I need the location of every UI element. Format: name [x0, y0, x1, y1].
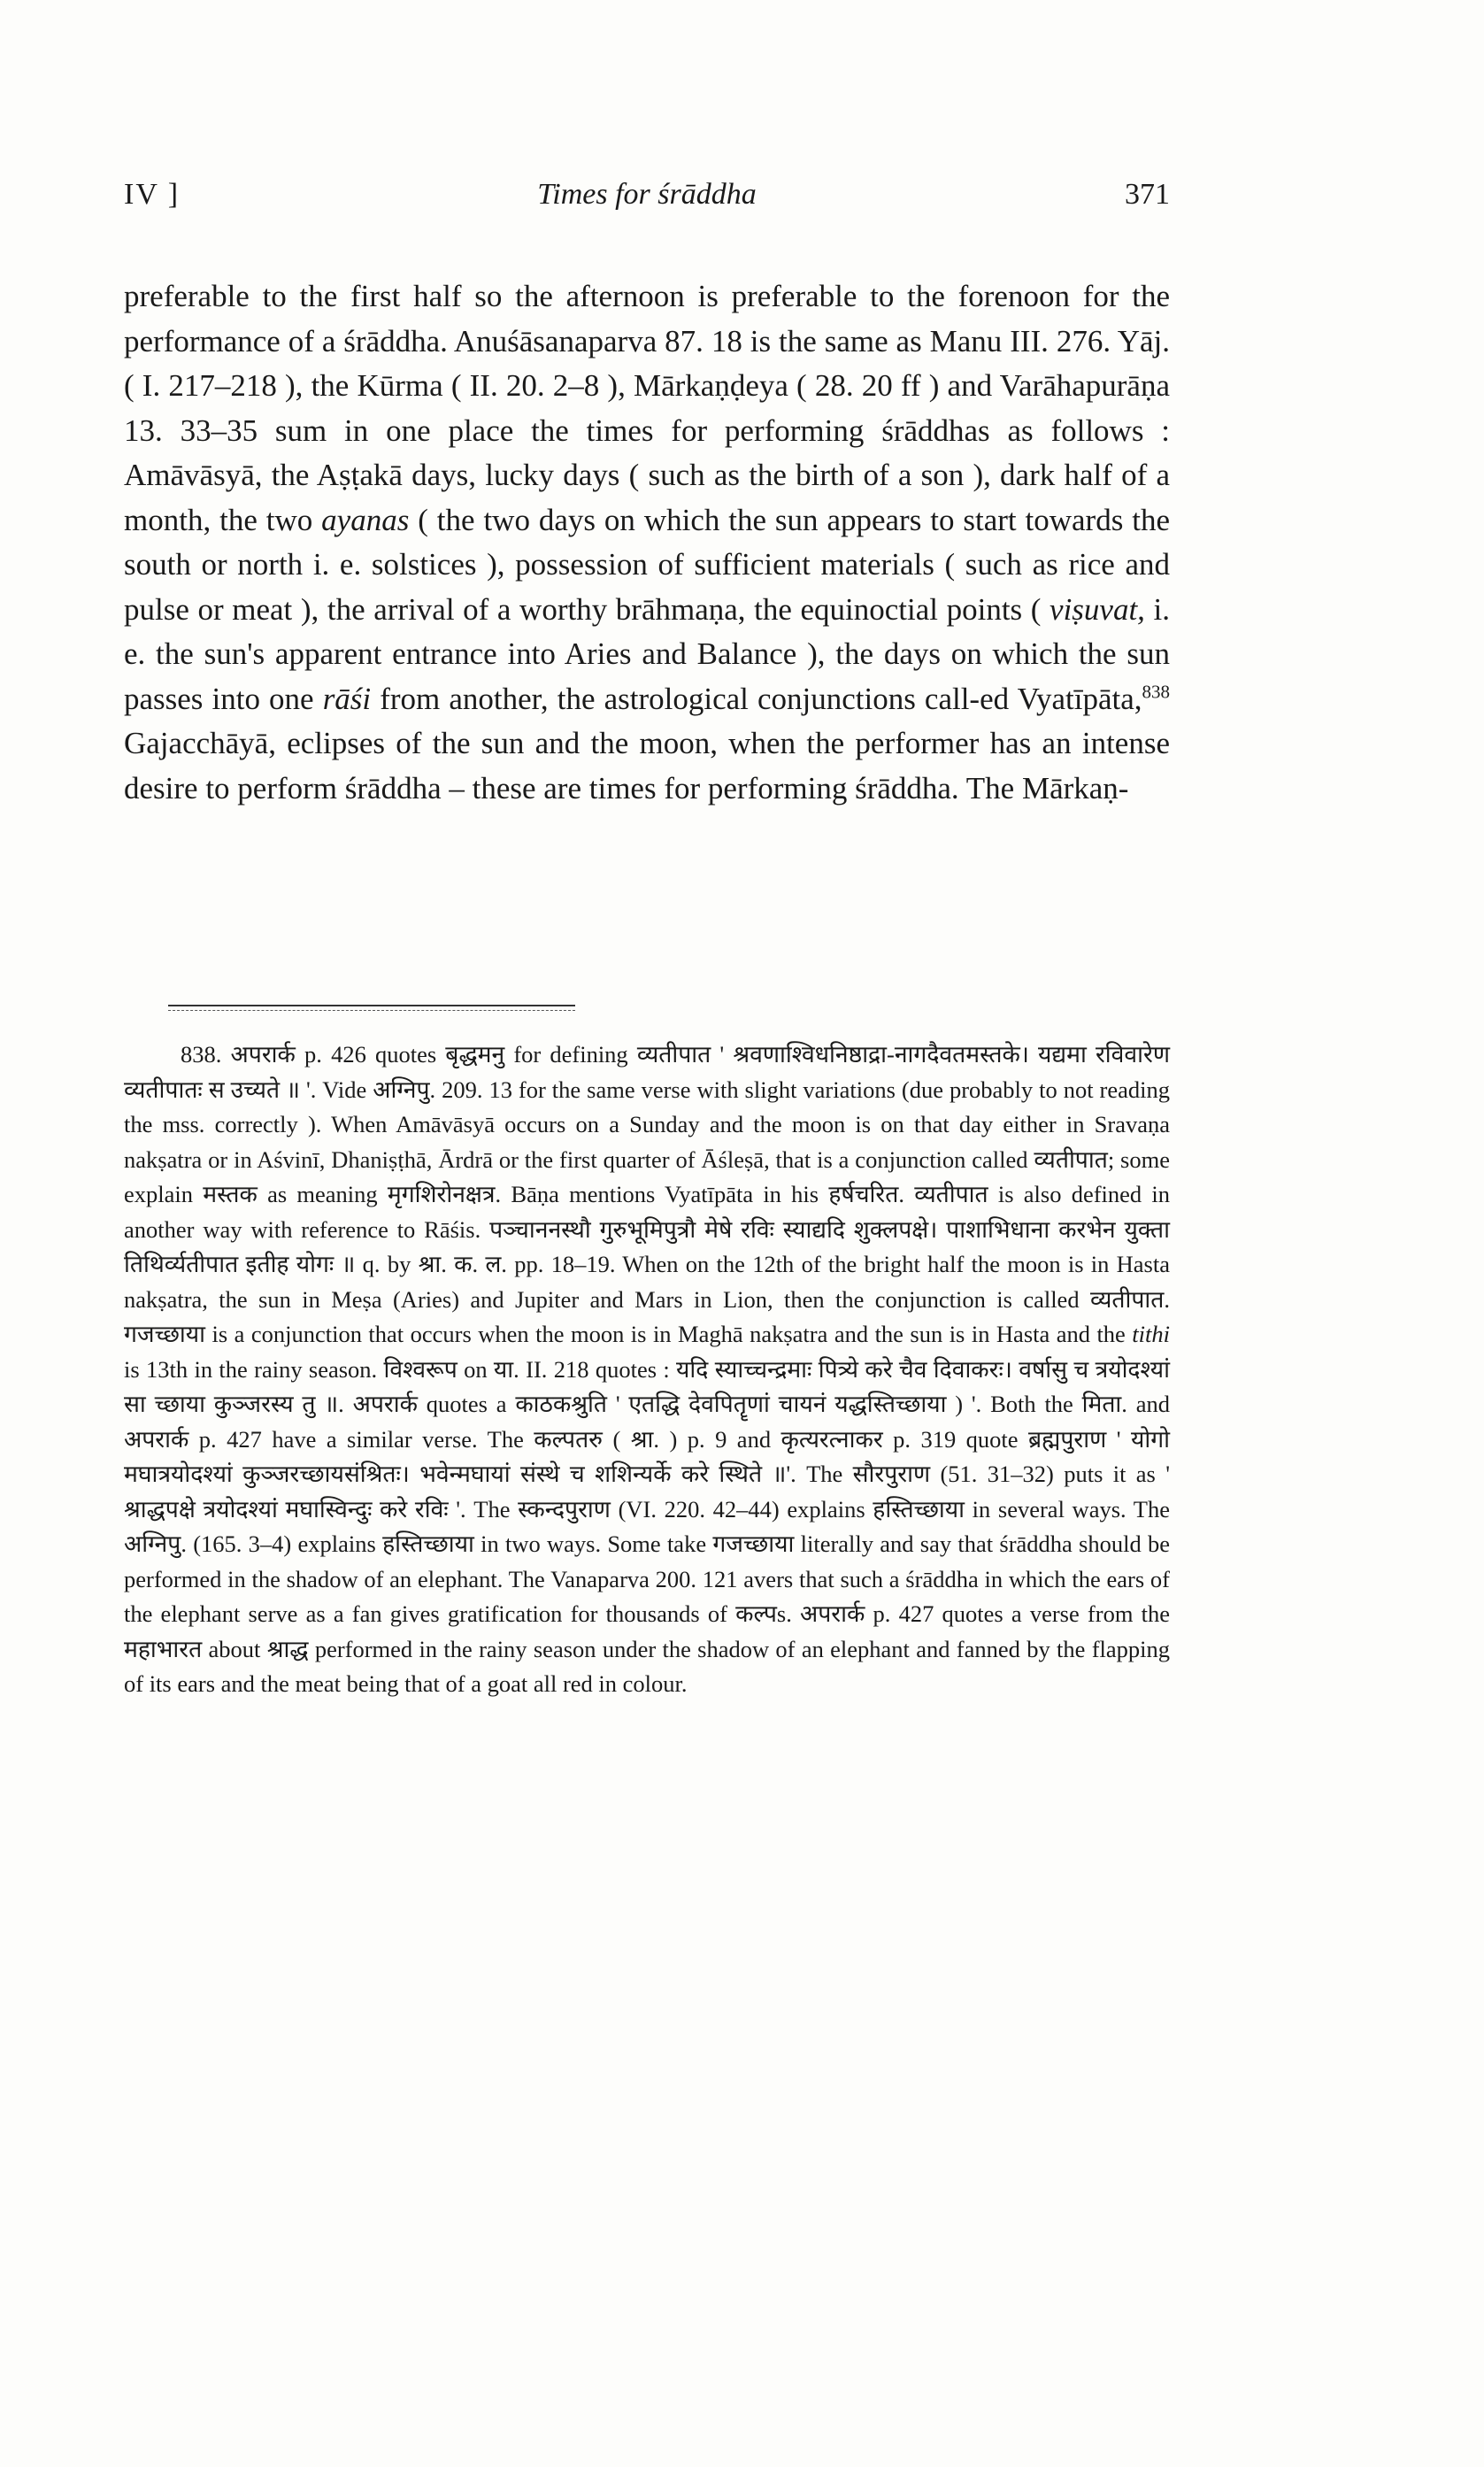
footnote: [124, 1037, 1170, 1702]
main-text: [124, 274, 1170, 811]
footnote-reference: 838: [1142, 680, 1171, 702]
body-text-4: from another, the astrological conjunctions call-ed Vyatīpāta,: [380, 681, 1142, 716]
footnote-paragraph: [124, 1037, 1170, 1702]
running-title: Times for śrāddha: [537, 178, 757, 211]
footnote-text-1: 838. अपरार्क p. 426 quotes बृद्धमनु for defining व्यतीपात ' श्रवणाश्विधनिष्ठाद्रा-नागदैवतमस्तके। यद्यमा रविवारेण व्यतीपातः स उच्यते ॥ '. Vide अग्निपु. 209. 13 for the same verse with slight variations (due probably to not reading the mss. correctly ). When Amāvāsyā occurs on a Sunday and the moon is on that day either in Sravaṇa nakṣatra or in Aśvinī, Dhaniṣṭhā, Ārdrā or the first quarter of Āśleṣā, that is a conjunction called व्यतीपात; some explain मस्तक as meaning मृगशिरोनक्षत्र. Bāṇa mentions Vyatīpāta in his हर्षचरित. व्यतीपात is also defined in another way with reference to Rāśis. पञ्चाननस्थौ गुरुभूमिपुत्रौ मेषे रविः स्याद्यदि शुक्लपक्षे। पाशाभिधाना करभेन युक्ता तिथिर्व्यतीपात इतीह योगः ॥ q. by श्रा. क. ल. pp. 18–19. When on the 12th of the bright half the moon is in Hasta nakṣatra, the sun in Meṣa (Aries) and Jupiter and Mars in Lion, then the conjunction is called व्यतीपात. गजच्छाया is a conjunction that occurs when the moon is in Maghā nakṣatra and the sun is in Hasta and the: [124, 1041, 1170, 1347]
chapter-number: IV ]: [124, 178, 181, 211]
body-text-5: Gajacchāyā, eclipses of the sun and the moon, when the performer has an intense desire to perform śrāddha – these are times for performing śrāddha. The Mārkaṇ-: [124, 726, 1170, 806]
italic-term-ayanas: ayanas: [321, 502, 410, 537]
body-text-3: i. e. the sun's apparent entrance into Aries and Balance ), the days on which the sun passes into one: [124, 591, 1171, 716]
footnote-separator: [168, 1005, 575, 1006]
italic-term-visuvat: viṣuvat,: [1050, 591, 1145, 627]
page-number: 371: [1125, 178, 1170, 211]
italic-term-tithi: tithi: [1132, 1321, 1170, 1347]
italic-term-rasi: rāśi: [322, 681, 372, 716]
body-text-1: preferable to the first half so the afternoon is preferable to the forenoon for the performance of a śrāddha. Anuśāsanaparva 87. 18 is the same as Manu III. 276. Yāj. ( I. 217–218 ), the Kūrma ( II. 20. 2–8 ), Mārkaṇḍeya ( 28. 20 ff ) and Varāhapurāṇa 13. 33–35 sum in one place the times for performing śrāddhas as follows : Amāvāsyā, the Aṣṭakā days, lucky days ( such as the birth of a son ), dark half of a month, the two: [124, 279, 1170, 537]
footnote-text-2: is 13th in the rainy season. विश्वरूप on या. II. 218 quotes : यदि स्याच्चन्द्रमाः पित्र्ये करे चैव दिवाकरः। वर्षासु च त्रयोदश्यां सा च्छाया कुञ्जरस्य तु ॥. अपरार्क quotes a काठकश्रुति ' एतद्धि देवपितॄणां चायनं यद्धस्तिच्छाया ) '. Both the मिता. and अपरार्क p. 427 have a similar verse. The कल्पतरु ( श्रा. ) p. 9 and कृत्यरत्नाकर p. 319 quote ब्रह्मपुराण ' योगो मघात्रयोदश्यां कुञ्जरच्छायसंश्रितः। भवेन्मघायां संस्थे च शशिन्यर्के करे स्थिते ॥'. The सौरपुराण (51. 31–32) puts it as ' श्राद्धपक्षे त्रयोदश्यां मघास्विन्दुः करे रविः '. The स्कन्दपुराण (VI. 220. 42–44) explains हस्तिच्छाया in several ways. The अग्निपु. (165. 3–4) explains हस्तिच्छाया in two ways. Some take गजच्छाया literally and say that śrāddha should be performed in the shadow of an elephant. The Vanaparva 200. 121 avers that such a śrāddha in which the ears of the elephant serve as a fan gives gratification for thousands of कल्पs. अपरार्क p. 427 quotes a verse from the महाभारत about श्राद्ध performed in the rainy season under the shadow of an elephant and fanned by the flapping of its ears and the meat being that of a goat all red in colour.: [124, 1355, 1170, 1697]
main-paragraph: [124, 274, 1170, 811]
running-head: [124, 173, 1170, 217]
body-text-2: ( the two days on which the sun appears to start towards the south or north i. e. solstices ), possession of sufficient materials ( such as rice and pulse or meat ), the arrival of a worthy brāhmaṇa, the equinoctial points (: [124, 502, 1170, 627]
